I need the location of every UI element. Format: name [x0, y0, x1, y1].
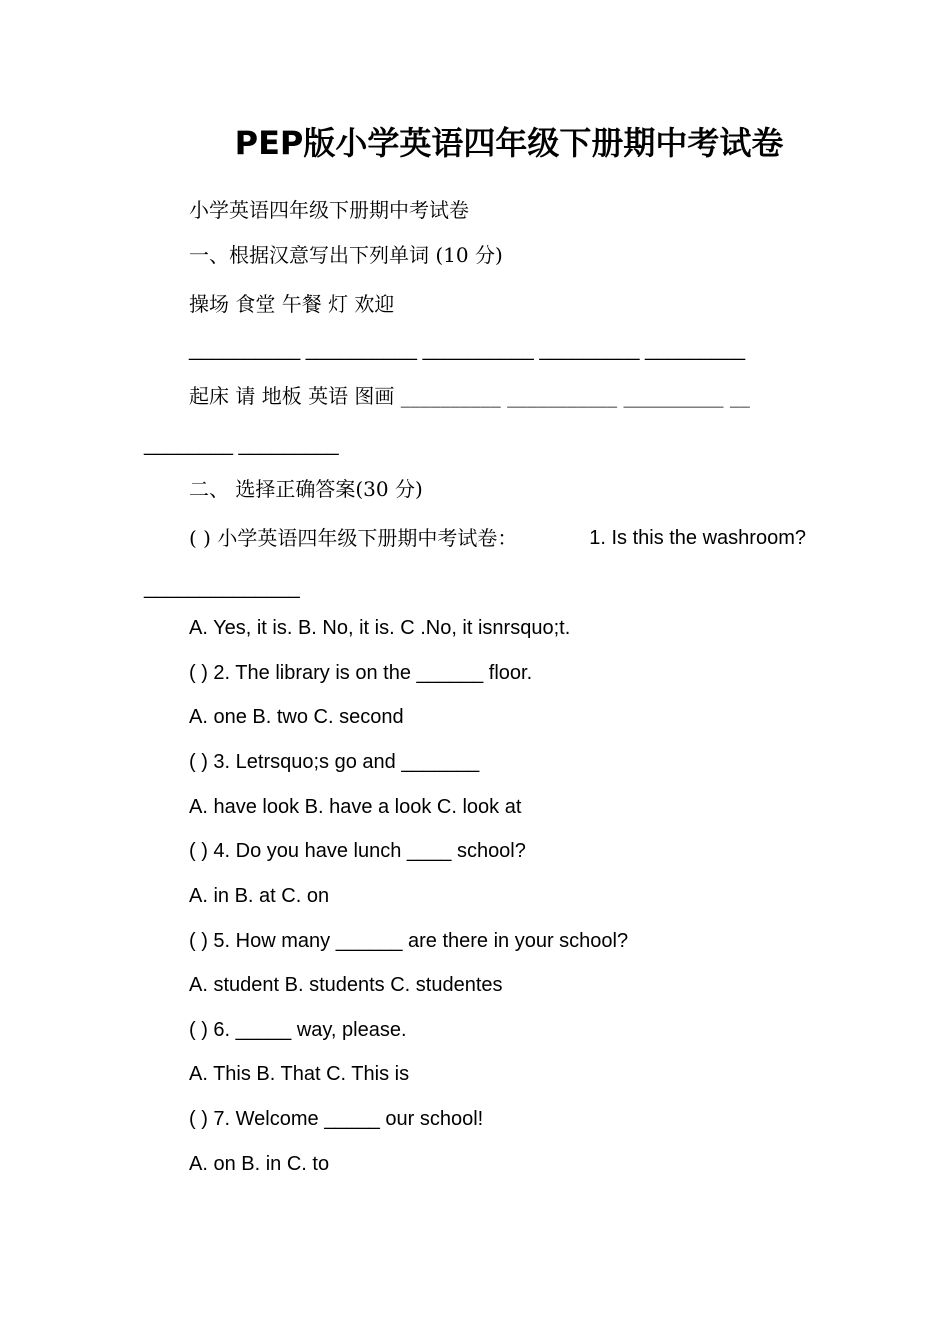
question-1-options: A. Yes, it is. B. No, it is. C .No, it isnrsquo;t.: [189, 617, 571, 639]
question-1: [189, 525, 806, 551]
question-1-prefix: ( ) 小学英语四年级下册期中考试卷：: [189, 526, 518, 550]
question-2: ( ) 2. The library is on the ______ floor.: [189, 662, 533, 684]
question-4-options: A. in B. at C. on: [189, 885, 330, 907]
section-two-heading: 二、 选择正确答案(30 分): [189, 477, 423, 501]
question-7-options: A. on B. in C. to: [189, 1153, 330, 1175]
question-3: ( ) 3. Letrsquo;s go and _______: [189, 751, 480, 773]
vocab-row-1: 操场 食堂 午餐 灯 欢迎: [189, 292, 395, 316]
question-7: ( ) 7. Welcome _____ our school!: [189, 1108, 484, 1130]
subtitle-line: 小学英语四年级下册期中考试卷: [189, 198, 469, 222]
section-one-heading: 一、根据汉意写出下列单词 (10 分): [189, 243, 503, 267]
question-6-options: A. This B. That C. This is: [189, 1063, 410, 1085]
question-5-options: A. student B. students C. studentes: [189, 974, 503, 996]
document-title: PEP版小学英语四年级下册期中考试卷: [234, 124, 784, 162]
question-3-options: A. have look B. have a look C. look at: [189, 796, 522, 818]
vocab-row-2: 起床 请 地板 英语 图画 __________ ___________ __________ __: [189, 384, 750, 408]
answer-blanks-row-1: __________ __________ __________ _________ _________: [189, 339, 746, 361]
question-2-options: A. one B. two C. second: [189, 706, 404, 728]
question-5: ( ) 5. How many ______ are there in your school?: [189, 930, 629, 952]
answer-blanks-row-2: ________ _________: [144, 434, 339, 456]
question-1-blank: ______________: [144, 577, 300, 599]
question-6: ( ) 6. _____ way, please.: [189, 1019, 407, 1041]
question-4: ( ) 4. Do you have lunch ____ school?: [189, 840, 526, 862]
question-1-text: 1. Is this the washroom?: [589, 527, 806, 549]
